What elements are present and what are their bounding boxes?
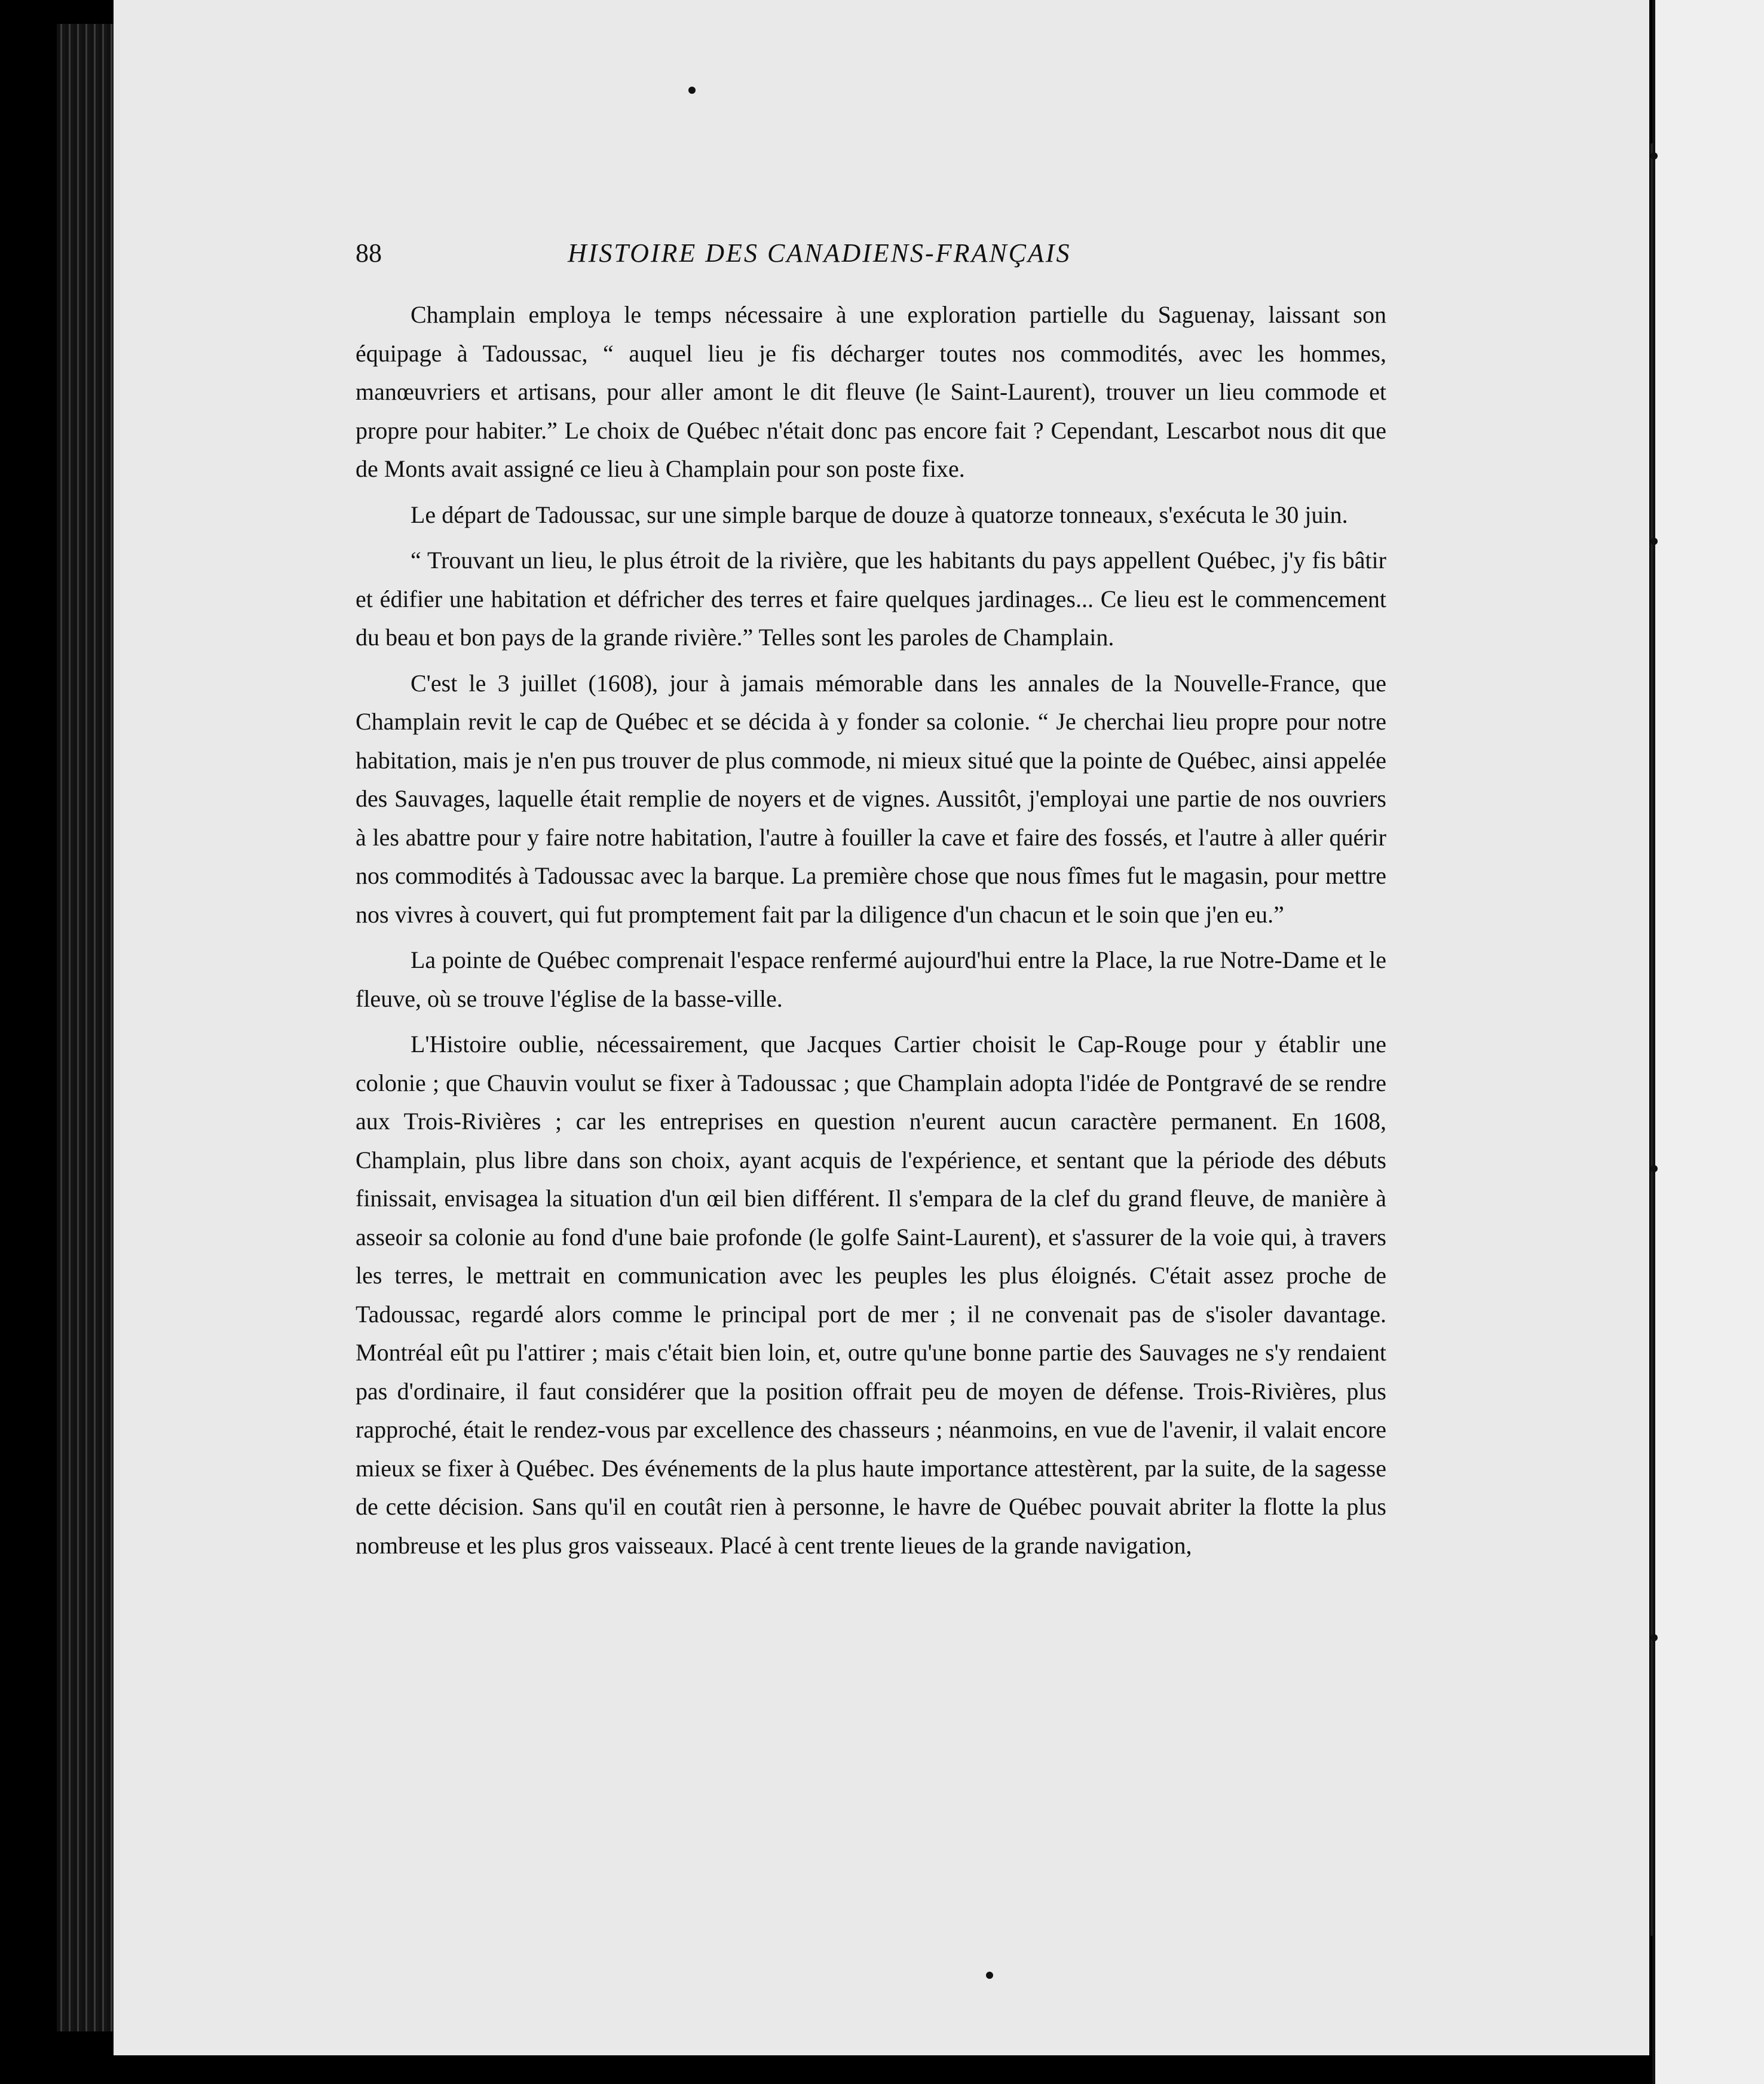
paragraph: La pointe de Québec comprenait l'espace renfermé aujourd'hui entre la Place, la rue Notre-Dame et le fleuve, où se trouve l'église de la basse-ville. — [356, 946, 1386, 1012]
body-text — [356, 296, 1386, 1572]
paragraph: Champlain employa le temps nécessaire à une exploration partielle du Saguenay, laissant son équipage à Tadoussac, “ auquel lieu je fis décharger toutes nos commodités, avec les hommes, manœuvriers et artisans, pour aller amont le dit fleuve (le Saint-Laurent), trouver un lieu commode et propre pour habiter.” Le choix de Québec n'était donc pas encore fait ? Cependant, Lescarbot nous dit que de Monts avait assigné ce lieu à Champlain pour son poste fixe. — [356, 301, 1386, 482]
running-title: HISTOIRE DES CANADIENS-FRANÇAIS — [568, 238, 1071, 268]
scanner-rule-line — [1650, 143, 1653, 1936]
scan-speck — [688, 87, 696, 94]
paragraph: C'est le 3 juillet (1608), jour à jamais mémorable dans les annales de la Nouvelle-France, que Champlain revit le cap de Québec et se décida à y fonder sa colonie. “ Je cherchai lieu propre pour notre habitation, mais je n'en pus trouver de plus commode, ni mieux situé que la pointe de Québec, ainsi appelée des Sauvages, laquelle était remplie de noyers et de vignes. Aussitôt, j'employai une partie de nos ouvriers à les abattre pour y faire notre habitation, l'autre à fouiller la cave et faire des fossés, et l'autre à aller quérir nos commodités à Tadoussac avec la barque. La première chose que nous fîmes fut le magasin, pour mettre nos vivres à couvert, qui fut promptement fait par la diligence d'un chacun et le soin que j'en eu.” — [356, 669, 1386, 928]
page-edges — [57, 24, 117, 2031]
scan-speck — [986, 1972, 993, 1979]
running-head — [356, 238, 1383, 280]
scan-speck — [1650, 152, 1658, 160]
scanner-border — [1652, 0, 1764, 2084]
scan-speck — [1650, 1634, 1658, 1641]
paragraph: Le départ de Tadoussac, sur une simple barque de douze à quatorze tonneaux, s'exécuta le 30 juin. — [411, 501, 1348, 528]
scan-speck — [1650, 1165, 1658, 1172]
scan-speck — [1650, 538, 1658, 545]
page-number: 88 — [356, 238, 382, 268]
paragraph: L'Histoire oublie, nécessairement, que Jacques Cartier choisit le Cap-Rouge pour y établir une colonie ; que Chauvin voulut se fixer à Tadoussac ; que Champlain adopta l'idée de Pontgravé de se rendre aux Trois-Rivières ; car les entreprises en question n'eurent aucun caractère permanent. En 1608, Champlain, plus libre dans son choix, ayant acquis de l'expérience, et sentant que la période des débuts finissait, envisagea la situation d'un œil bien différent. Il s'empara de la clef du grand fleuve, de manière à asseoir sa colonie au fond d'une baie profonde (le golfe Saint-Laurent), et s'assurer de la voie qui, à travers les terres, le mettrait en communication avec les peuples les plus éloignés. C'était assez proche de Tadoussac, regardé alors comme le principal port de mer ; il ne convenait pas de s'isoler davantage. Montréal eût pu l'attirer ; mais c'était bien loin, et, outre qu'une bonne partie des Sauvages ne s'y rendaient pas d'ordinaire, il faut considérer que la position offrait peu de moyen de défense. Trois-Rivières, plus rapproché, était le rendez-vous par excellence des chasseurs ; néanmoins, en vue de l'avenir, il valait encore mieux se fixer à Québec. Des événements de la plus haute importance attestèrent, par la suite, de la sagesse de cette décision. Sans qu'il en coutât rien à personne, le havre de Québec pouvait abriter la flotte la plus nombreuse et les plus gros vaisseaux. Placé à cent trente lieues de la grande navigation, — [356, 1031, 1386, 1559]
paragraph: “ Trouvant un lieu, le plus étroit de la rivière, que les habitants du pays appellent Québec, j'y fis bâtir et édifier une habitation et défricher des terres et faire quelques jardinages... Ce lieu est le commencement du beau et bon pays de la grande rivière.” Telles sont les paroles de Champlain. — [356, 547, 1386, 651]
